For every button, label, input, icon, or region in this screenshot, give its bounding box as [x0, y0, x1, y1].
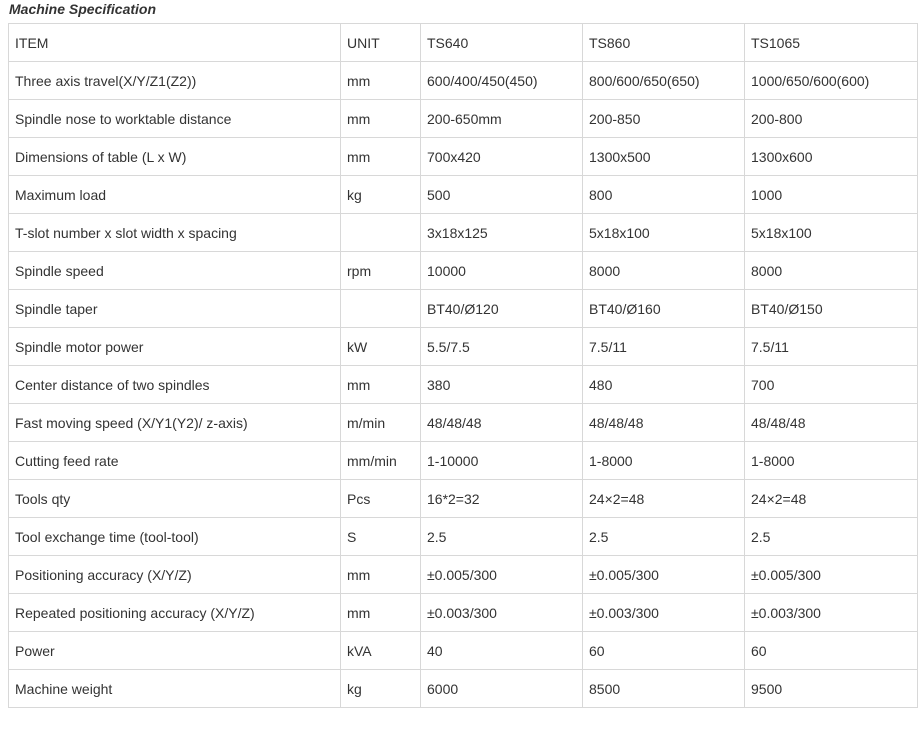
cell-ts860: ±0.003/300 [583, 594, 745, 632]
cell-ts860: 48/48/48 [583, 404, 745, 442]
cell-ts860: 8500 [583, 670, 745, 708]
table-row [9, 328, 918, 366]
cell-unit: mm/min [341, 442, 421, 480]
cell-ts640: 700x420 [421, 138, 583, 176]
header-row [9, 24, 918, 62]
cell-unit: mm [341, 366, 421, 404]
cell-ts1065: 700 [745, 366, 918, 404]
cell-item: Spindle speed [9, 252, 341, 290]
cell-ts1065: 1300x600 [745, 138, 918, 176]
cell-unit: mm [341, 62, 421, 100]
table-row [9, 252, 918, 290]
cell-item: Spindle nose to worktable distance [9, 100, 341, 138]
header-cell-unit: UNIT [341, 24, 421, 62]
header-cell-ts640: TS640 [421, 24, 583, 62]
cell-ts860: 24×2=48 [583, 480, 745, 518]
cell-unit: mm [341, 100, 421, 138]
cell-ts1065: ±0.003/300 [745, 594, 918, 632]
cell-ts1065: 1-8000 [745, 442, 918, 480]
cell-ts860: 5x18x100 [583, 214, 745, 252]
cell-item: Three axis travel(X/Y/Z1(Z2)) [9, 62, 341, 100]
cell-unit: mm [341, 556, 421, 594]
cell-ts640: 40 [421, 632, 583, 670]
cell-item: Center distance of two spindles [9, 366, 341, 404]
table-title: Machine Specification [9, 1, 157, 17]
cell-item: Repeated positioning accuracy (X/Y/Z) [9, 594, 341, 632]
cell-ts640: 3x18x125 [421, 214, 583, 252]
table-row [9, 518, 918, 556]
cell-unit: mm [341, 138, 421, 176]
cell-ts1065: 7.5/11 [745, 328, 918, 366]
cell-item: Spindle taper [9, 290, 341, 328]
cell-ts860: 200-850 [583, 100, 745, 138]
cell-item: T-slot number x slot width x spacing [9, 214, 341, 252]
cell-item: Fast moving speed (X/Y1(Y2)/ z-axis) [9, 404, 341, 442]
cell-ts640: ±0.003/300 [421, 594, 583, 632]
cell-ts640: 2.5 [421, 518, 583, 556]
cell-unit: kW [341, 328, 421, 366]
cell-item: Tools qty [9, 480, 341, 518]
table-row [9, 480, 918, 518]
cell-unit [341, 214, 421, 252]
table-row [9, 138, 918, 176]
cell-item: Power [9, 632, 341, 670]
table-row [9, 100, 918, 138]
cell-ts1065: 24×2=48 [745, 480, 918, 518]
cell-ts1065: 60 [745, 632, 918, 670]
cell-unit: mm [341, 594, 421, 632]
cell-ts1065: 1000/650/600(600) [745, 62, 918, 100]
cell-ts860: ±0.005/300 [583, 556, 745, 594]
cell-ts1065: 2.5 [745, 518, 918, 556]
spec-table [8, 23, 918, 708]
header-cell-item: ITEM [9, 24, 341, 62]
cell-unit: kg [341, 670, 421, 708]
table-row [9, 290, 918, 328]
cell-unit: kVA [341, 632, 421, 670]
cell-ts640: 6000 [421, 670, 583, 708]
cell-ts860: 800 [583, 176, 745, 214]
cell-ts640: 1-10000 [421, 442, 583, 480]
cell-unit: m/min [341, 404, 421, 442]
table-row [9, 442, 918, 480]
cell-item: Tool exchange time (tool-tool) [9, 518, 341, 556]
cell-unit [341, 290, 421, 328]
cell-unit: kg [341, 176, 421, 214]
header-cell-ts860: TS860 [583, 24, 745, 62]
cell-ts860: 1-8000 [583, 442, 745, 480]
cell-ts640: 48/48/48 [421, 404, 583, 442]
cell-ts640: 10000 [421, 252, 583, 290]
table-row [9, 594, 918, 632]
header-cell-ts1065: TS1065 [745, 24, 918, 62]
cell-ts1065: 1000 [745, 176, 918, 214]
cell-ts860: 1300x500 [583, 138, 745, 176]
cell-ts640: 5.5/7.5 [421, 328, 583, 366]
cell-ts640: 600/400/450(450) [421, 62, 583, 100]
table-row [9, 366, 918, 404]
cell-ts640: 380 [421, 366, 583, 404]
cell-ts860: BT40/Ø160 [583, 290, 745, 328]
table-row [9, 176, 918, 214]
cell-ts1065: 5x18x100 [745, 214, 918, 252]
cell-ts1065: BT40/Ø150 [745, 290, 918, 328]
cell-ts640: 500 [421, 176, 583, 214]
cell-item: Spindle motor power [9, 328, 341, 366]
cell-ts640: BT40/Ø120 [421, 290, 583, 328]
cell-unit: Pcs [341, 480, 421, 518]
spec-table-body [9, 24, 918, 708]
cell-ts1065: 9500 [745, 670, 918, 708]
table-row [9, 632, 918, 670]
cell-ts1065: 48/48/48 [745, 404, 918, 442]
cell-unit: rpm [341, 252, 421, 290]
table-row [9, 62, 918, 100]
cell-item: Maximum load [9, 176, 341, 214]
cell-ts860: 60 [583, 632, 745, 670]
cell-ts640: 16*2=32 [421, 480, 583, 518]
cell-ts640: 200-650mm [421, 100, 583, 138]
cell-ts1065: 200-800 [745, 100, 918, 138]
table-row [9, 670, 918, 708]
table-row [9, 404, 918, 442]
cell-ts1065: 8000 [745, 252, 918, 290]
cell-ts860: 7.5/11 [583, 328, 745, 366]
cell-item: Dimensions of table (L x W) [9, 138, 341, 176]
cell-ts860: 480 [583, 366, 745, 404]
cell-item: Cutting feed rate [9, 442, 341, 480]
table-row [9, 556, 918, 594]
cell-ts860: 800/600/650(650) [583, 62, 745, 100]
cell-ts640: ±0.005/300 [421, 556, 583, 594]
cell-item: Positioning accuracy (X/Y/Z) [9, 556, 341, 594]
table-row [9, 214, 918, 252]
cell-unit: S [341, 518, 421, 556]
cell-ts1065: ±0.005/300 [745, 556, 918, 594]
cell-item: Machine weight [9, 670, 341, 708]
cell-ts860: 2.5 [583, 518, 745, 556]
cell-ts860: 8000 [583, 252, 745, 290]
